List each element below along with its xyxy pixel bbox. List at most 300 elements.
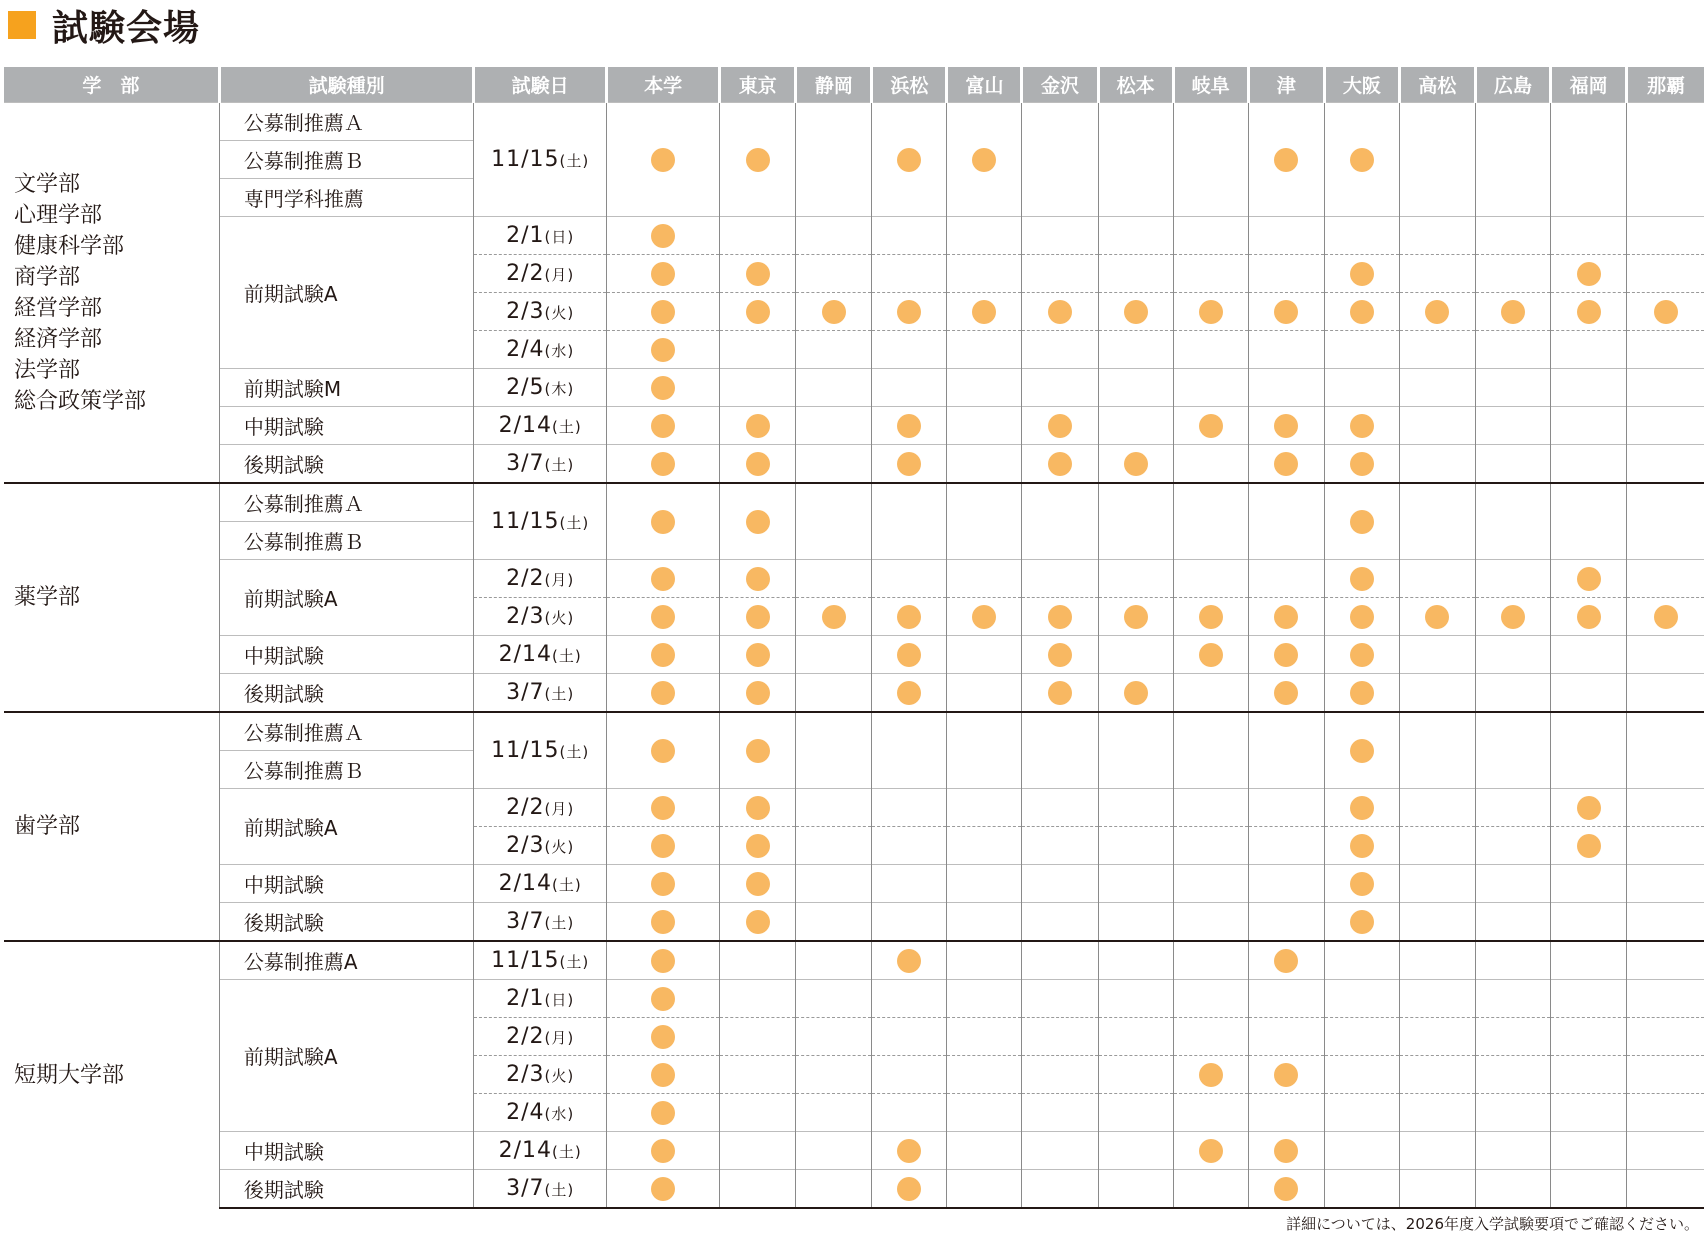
header-exam-date: 試験日: [474, 67, 607, 103]
venue-cell-福岡: [1551, 674, 1627, 713]
venue-available-dot-icon: [1274, 148, 1298, 172]
venue-cell-金沢: [1022, 217, 1098, 255]
venue-available-dot-icon: [651, 643, 675, 667]
venue-cell-浜松: [872, 712, 947, 789]
venue-cell-松本: [1098, 560, 1173, 598]
exam-type-cell: 後期試験: [219, 445, 474, 484]
venue-available-dot-icon: [746, 567, 770, 591]
venue-available-dot-icon: [1274, 414, 1298, 438]
venue-cell-東京: [720, 941, 796, 980]
venue-available-dot-icon: [1199, 605, 1223, 629]
venue-cell-松本: [1098, 1018, 1173, 1056]
exam-type-cell: 前期試験A: [219, 217, 474, 369]
venue-cell-東京: [720, 483, 796, 560]
venue-cell-金沢: [1022, 1018, 1098, 1056]
venue-available-dot-icon: [1350, 148, 1374, 172]
exam-date: 11/15: [491, 147, 560, 172]
venue-available-dot-icon: [651, 910, 675, 934]
venue-available-dot-icon: [897, 1139, 921, 1163]
venue-cell-岐阜: [1173, 674, 1248, 713]
venue-available-dot-icon: [651, 414, 675, 438]
exam-weekday: (土): [544, 685, 575, 703]
exam-date: 2/14: [498, 642, 553, 667]
venue-cell-津: [1248, 103, 1324, 217]
venue-cell-福岡: [1551, 1094, 1627, 1132]
exam-weekday: (火): [544, 838, 575, 856]
venue-cell-静岡: [796, 1018, 872, 1056]
venue-cell-本学: [607, 1170, 720, 1209]
venue-cell-福岡: [1551, 331, 1627, 369]
venue-cell-浜松: [872, 1170, 947, 1209]
venue-cell-東京: [720, 445, 796, 484]
exam-date-cell: [474, 1094, 607, 1132]
venue-cell-広島: [1476, 865, 1551, 903]
venue-cell-高松: [1399, 598, 1475, 636]
venue-cell-那覇: [1627, 827, 1704, 865]
venue-cell-浜松: [872, 103, 947, 217]
venue-available-dot-icon: [1274, 1139, 1298, 1163]
venue-cell-静岡: [796, 865, 872, 903]
venue-cell-広島: [1476, 1132, 1551, 1170]
exam-weekday: (土): [559, 743, 590, 761]
venue-cell-松本: [1098, 331, 1173, 369]
exam-date: 2/1: [506, 986, 545, 1011]
venue-cell-静岡: [796, 674, 872, 713]
venue-available-dot-icon: [1501, 300, 1525, 324]
venue-cell-浜松: [872, 980, 947, 1018]
venue-cell-那覇: [1627, 293, 1704, 331]
venue-cell-松本: [1098, 674, 1173, 713]
venue-cell-高松: [1399, 1170, 1475, 1209]
venue-cell-大阪: [1324, 445, 1399, 484]
exam-date: 11/15: [491, 738, 560, 763]
table-row: [4, 407, 1704, 445]
venue-cell-高松: [1399, 674, 1475, 713]
venue-cell-高松: [1399, 445, 1475, 484]
venue-cell-大阪: [1324, 1056, 1399, 1094]
venue-cell-本学: [607, 560, 720, 598]
venue-available-dot-icon: [651, 1177, 675, 1201]
venue-cell-浜松: [872, 369, 947, 407]
faculty-name: 心理学部: [14, 202, 103, 228]
venue-cell-那覇: [1627, 483, 1704, 560]
venue-cell-広島: [1476, 674, 1551, 713]
faculty-name: 経済学部: [14, 326, 103, 352]
exam-weekday: (水): [544, 342, 575, 360]
faculty-cell: [4, 712, 219, 941]
venue-cell-那覇: [1627, 1018, 1704, 1056]
venue-cell-高松: [1399, 1132, 1475, 1170]
venue-cell-大阪: [1324, 483, 1399, 560]
venue-cell-東京: [720, 293, 796, 331]
venue-cell-富山: [947, 445, 1022, 484]
venue-cell-金沢: [1022, 293, 1098, 331]
venue-cell-大阪: [1324, 827, 1399, 865]
exam-date: 2/4: [506, 1100, 545, 1125]
venue-cell-那覇: [1627, 903, 1704, 942]
venue-cell-那覇: [1627, 636, 1704, 674]
venue-available-dot-icon: [651, 739, 675, 763]
venue-available-dot-icon: [1350, 262, 1374, 286]
faculty-name: 歯学部: [14, 814, 81, 839]
venue-cell-那覇: [1627, 674, 1704, 713]
venue-cell-富山: [947, 712, 1022, 789]
exam-weekday: (月): [544, 800, 575, 818]
exam-type-cell: 公募制推薦Ｂ: [219, 522, 474, 560]
exam-type-cell: 後期試験: [219, 1170, 474, 1209]
venue-available-dot-icon: [651, 796, 675, 820]
venue-cell-松本: [1098, 1094, 1173, 1132]
exam-weekday: (日): [544, 991, 575, 1009]
venue-cell-岐阜: [1173, 789, 1248, 827]
venue-cell-松本: [1098, 980, 1173, 1018]
exam-date: 2/4: [506, 337, 545, 362]
exam-weekday: (火): [544, 1067, 575, 1085]
venue-cell-福岡: [1551, 1170, 1627, 1209]
venue-cell-松本: [1098, 217, 1173, 255]
venue-cell-高松: [1399, 1056, 1475, 1094]
venue-available-dot-icon: [746, 262, 770, 286]
venue-available-dot-icon: [1124, 605, 1148, 629]
venue-cell-那覇: [1627, 445, 1704, 484]
venue-available-dot-icon: [1274, 300, 1298, 324]
venue-cell-大阪: [1324, 293, 1399, 331]
venue-cell-津: [1248, 827, 1324, 865]
venue-available-dot-icon: [1048, 643, 1072, 667]
exam-date-cell: [474, 369, 607, 407]
venue-cell-岐阜: [1173, 255, 1248, 293]
venue-cell-金沢: [1022, 445, 1098, 484]
exam-date: 2/14: [498, 1138, 553, 1163]
venue-cell-津: [1248, 1132, 1324, 1170]
venue-cell-本学: [607, 483, 720, 560]
venue-cell-広島: [1476, 827, 1551, 865]
venue-cell-広島: [1476, 1170, 1551, 1209]
venue-cell-津: [1248, 1170, 1324, 1209]
venue-cell-松本: [1098, 369, 1173, 407]
venue-available-dot-icon: [746, 796, 770, 820]
venue-cell-津: [1248, 331, 1324, 369]
footnote: 詳細については、2026年度入学試験要項でご確認ください。: [1286, 1215, 1699, 1233]
venue-available-dot-icon: [1274, 643, 1298, 667]
venue-cell-大阪: [1324, 1132, 1399, 1170]
venue-cell-津: [1248, 217, 1324, 255]
venue-cell-東京: [720, 407, 796, 445]
venue-available-dot-icon: [1124, 681, 1148, 705]
venue-cell-本学: [607, 1018, 720, 1056]
venue-cell-広島: [1476, 980, 1551, 1018]
exam-type-cell: 中期試験: [219, 1132, 474, 1170]
venue-cell-福岡: [1551, 941, 1627, 980]
venue-cell-浜松: [872, 865, 947, 903]
exam-date: 2/3: [506, 1062, 545, 1087]
exam-date: 2/5: [506, 375, 545, 400]
faculty-cell: [4, 483, 219, 712]
exam-weekday: (木): [544, 380, 575, 398]
venue-cell-浜松: [872, 827, 947, 865]
exam-date-cell: [474, 331, 607, 369]
venue-available-dot-icon: [1350, 510, 1374, 534]
venue-cell-金沢: [1022, 483, 1098, 560]
venue-cell-本学: [607, 293, 720, 331]
venue-available-dot-icon: [651, 834, 675, 858]
venue-available-dot-icon: [972, 148, 996, 172]
venue-cell-広島: [1476, 255, 1551, 293]
exam-type-cell: 後期試験: [219, 903, 474, 942]
venue-cell-富山: [947, 674, 1022, 713]
venue-available-dot-icon: [1350, 452, 1374, 476]
venue-cell-岐阜: [1173, 445, 1248, 484]
venue-cell-静岡: [796, 827, 872, 865]
venue-cell-本学: [607, 789, 720, 827]
venue-available-dot-icon: [651, 1063, 675, 1087]
venue-available-dot-icon: [746, 739, 770, 763]
venue-available-dot-icon: [1048, 300, 1072, 324]
venue-cell-津: [1248, 636, 1324, 674]
venue-available-dot-icon: [1350, 300, 1374, 324]
venue-available-dot-icon: [1350, 739, 1374, 763]
venue-cell-浜松: [872, 674, 947, 713]
table-row: [4, 865, 1704, 903]
faculty-name: 薬学部: [14, 585, 81, 610]
exam-date: 2/2: [506, 566, 545, 591]
venue-available-dot-icon: [1274, 681, 1298, 705]
venue-available-dot-icon: [972, 300, 996, 324]
venue-cell-津: [1248, 941, 1324, 980]
venue-available-dot-icon: [1048, 605, 1072, 629]
venue-cell-富山: [947, 636, 1022, 674]
venue-cell-岐阜: [1173, 598, 1248, 636]
exam-date-cell: [474, 1170, 607, 1209]
venue-cell-大阪: [1324, 369, 1399, 407]
venue-cell-広島: [1476, 483, 1551, 560]
venue-cell-富山: [947, 560, 1022, 598]
exam-type-cell: 中期試験: [219, 407, 474, 445]
venue-cell-金沢: [1022, 598, 1098, 636]
header-row: [4, 67, 1704, 103]
venue-cell-富山: [947, 293, 1022, 331]
venue-cell-津: [1248, 674, 1324, 713]
venue-cell-金沢: [1022, 636, 1098, 674]
exam-date-cell: [474, 903, 607, 942]
venue-cell-福岡: [1551, 369, 1627, 407]
venue-cell-静岡: [796, 1132, 872, 1170]
venue-cell-金沢: [1022, 865, 1098, 903]
venue-table-body: [4, 103, 1704, 1209]
venue-cell-福岡: [1551, 598, 1627, 636]
faculty-cell: [4, 941, 219, 1208]
venue-available-dot-icon: [1350, 872, 1374, 896]
venue-cell-大阪: [1324, 598, 1399, 636]
venue-cell-本学: [607, 827, 720, 865]
venue-cell-岐阜: [1173, 980, 1248, 1018]
venue-cell-高松: [1399, 560, 1475, 598]
venue-cell-本学: [607, 255, 720, 293]
venue-available-dot-icon: [651, 300, 675, 324]
venue-available-dot-icon: [1350, 414, 1374, 438]
venue-cell-東京: [720, 1170, 796, 1209]
faculty-name: 文学部: [14, 171, 81, 197]
venue-cell-富山: [947, 1132, 1022, 1170]
venue-cell-津: [1248, 407, 1324, 445]
venue-cell-大阪: [1324, 674, 1399, 713]
venue-available-dot-icon: [822, 605, 846, 629]
venue-cell-松本: [1098, 255, 1173, 293]
table-row: [4, 712, 1704, 751]
exam-type-cell: 中期試験: [219, 865, 474, 903]
venue-cell-広島: [1476, 217, 1551, 255]
venue-cell-高松: [1399, 331, 1475, 369]
table-row: [4, 636, 1704, 674]
exam-type-cell: 前期試験A: [219, 980, 474, 1132]
venue-cell-富山: [947, 980, 1022, 1018]
venue-cell-高松: [1399, 103, 1475, 217]
exam-date-cell: [474, 789, 607, 827]
venue-cell-静岡: [796, 903, 872, 942]
venue-available-dot-icon: [1350, 567, 1374, 591]
venue-cell-那覇: [1627, 980, 1704, 1018]
exam-date: 2/3: [506, 604, 545, 629]
exam-weekday: (土): [559, 152, 590, 170]
venue-available-dot-icon: [1199, 1063, 1223, 1087]
venue-cell-松本: [1098, 103, 1173, 217]
venue-cell-広島: [1476, 331, 1551, 369]
table-row: [4, 483, 1704, 522]
venue-cell-那覇: [1627, 598, 1704, 636]
exam-weekday: (土): [552, 418, 582, 436]
venue-available-dot-icon: [1425, 605, 1449, 629]
venue-available-dot-icon: [746, 300, 770, 324]
venue-cell-松本: [1098, 483, 1173, 560]
venue-available-dot-icon: [1577, 796, 1601, 820]
venue-cell-岐阜: [1173, 827, 1248, 865]
venue-cell-浜松: [872, 331, 947, 369]
venue-cell-浜松: [872, 445, 947, 484]
venue-cell-岐阜: [1173, 941, 1248, 980]
venue-cell-広島: [1476, 560, 1551, 598]
venue-cell-松本: [1098, 827, 1173, 865]
exam-date-cell: [474, 712, 607, 789]
venue-cell-高松: [1399, 789, 1475, 827]
exam-type-cell: 中期試験: [219, 636, 474, 674]
exam-date-cell: [474, 445, 607, 484]
exam-weekday: (土): [552, 1143, 582, 1161]
header-faculty: 学 部: [4, 67, 219, 103]
venue-available-dot-icon: [1350, 834, 1374, 858]
venue-cell-大阪: [1324, 1170, 1399, 1209]
exam-weekday: (土): [552, 876, 582, 894]
venue-cell-福岡: [1551, 103, 1627, 217]
exam-date: 3/7: [506, 1176, 545, 1201]
venue-cell-本学: [607, 103, 720, 217]
venue-cell-静岡: [796, 369, 872, 407]
venue-cell-本学: [607, 598, 720, 636]
venue-available-dot-icon: [746, 910, 770, 934]
venue-cell-金沢: [1022, 1056, 1098, 1094]
venue-cell-金沢: [1022, 255, 1098, 293]
venue-cell-津: [1248, 1018, 1324, 1056]
venue-cell-福岡: [1551, 407, 1627, 445]
exam-date: 2/2: [506, 1024, 545, 1049]
venue-cell-岐阜: [1173, 293, 1248, 331]
venue-cell-松本: [1098, 598, 1173, 636]
venue-cell-津: [1248, 1056, 1324, 1094]
venue-cell-高松: [1399, 941, 1475, 980]
venue-cell-福岡: [1551, 1056, 1627, 1094]
venue-cell-富山: [947, 1170, 1022, 1209]
venue-available-dot-icon: [746, 510, 770, 534]
venue-cell-富山: [947, 1056, 1022, 1094]
venue-cell-高松: [1399, 483, 1475, 560]
venue-cell-静岡: [796, 483, 872, 560]
venue-available-dot-icon: [1577, 300, 1601, 324]
venue-cell-東京: [720, 789, 796, 827]
venue-cell-松本: [1098, 712, 1173, 789]
venue-cell-高松: [1399, 980, 1475, 1018]
venue-cell-本学: [607, 331, 720, 369]
header-venue: 東京: [720, 67, 796, 103]
venue-available-dot-icon: [1654, 300, 1678, 324]
venue-cell-岐阜: [1173, 712, 1248, 789]
venue-cell-高松: [1399, 255, 1475, 293]
venue-cell-大阪: [1324, 903, 1399, 942]
venue-cell-津: [1248, 255, 1324, 293]
exam-date: 3/7: [506, 680, 545, 705]
venue-cell-本学: [607, 1132, 720, 1170]
title-marker-icon: [8, 11, 36, 39]
venue-cell-浜松: [872, 560, 947, 598]
venue-cell-那覇: [1627, 103, 1704, 217]
venue-cell-津: [1248, 445, 1324, 484]
exam-type-cell: 公募制推薦Ａ: [219, 103, 474, 141]
exam-weekday: (月): [544, 571, 575, 589]
venue-available-dot-icon: [746, 681, 770, 705]
venue-available-dot-icon: [1501, 605, 1525, 629]
venue-cell-浜松: [872, 1018, 947, 1056]
venue-cell-岐阜: [1173, 636, 1248, 674]
venue-available-dot-icon: [972, 605, 996, 629]
venue-available-dot-icon: [1577, 605, 1601, 629]
venue-cell-津: [1248, 483, 1324, 560]
venue-cell-浜松: [872, 903, 947, 942]
exam-date: 2/1: [506, 223, 545, 248]
exam-date-cell: [474, 103, 607, 217]
venue-cell-静岡: [796, 560, 872, 598]
table-row: [4, 789, 1704, 827]
venue-cell-松本: [1098, 789, 1173, 827]
venue-cell-本学: [607, 1056, 720, 1094]
venue-cell-東京: [720, 1094, 796, 1132]
venue-cell-高松: [1399, 369, 1475, 407]
exam-date-cell: [474, 1018, 607, 1056]
venue-cell-金沢: [1022, 407, 1098, 445]
venue-cell-松本: [1098, 445, 1173, 484]
venue-cell-本学: [607, 674, 720, 713]
exam-date: 11/15: [491, 948, 560, 973]
venue-available-dot-icon: [1199, 643, 1223, 667]
venue-cell-金沢: [1022, 980, 1098, 1018]
exam-date-cell: [474, 293, 607, 331]
exam-date: 2/2: [506, 261, 545, 286]
venue-cell-東京: [720, 217, 796, 255]
venue-cell-大阪: [1324, 217, 1399, 255]
table-row: [4, 674, 1704, 713]
venue-cell-広島: [1476, 1094, 1551, 1132]
header-venue: 津: [1248, 67, 1324, 103]
venue-cell-福岡: [1551, 827, 1627, 865]
exam-date-cell: [474, 1132, 607, 1170]
title-text: 試験会場: [52, 7, 201, 49]
